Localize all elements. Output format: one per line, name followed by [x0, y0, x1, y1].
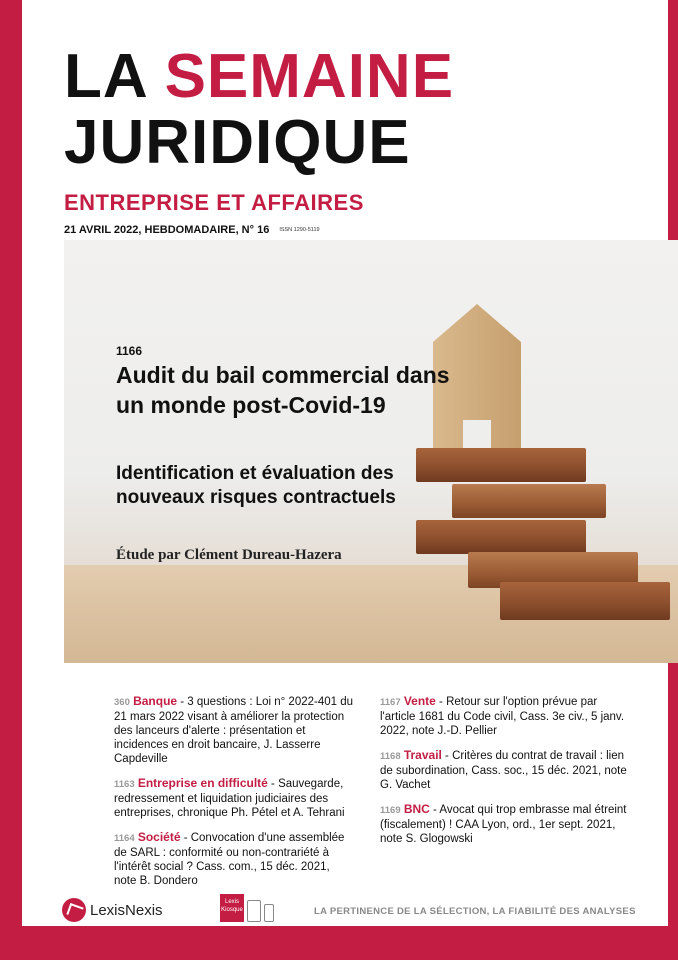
- feature-hero: [64, 240, 678, 663]
- tablet-icon: [247, 900, 261, 922]
- edition-title: ENTREPRISE ET AFFAIRES: [64, 190, 364, 215]
- feature-author: Étude par Clément Dureau-Hazera: [116, 547, 342, 563]
- phone-icon: [264, 904, 274, 922]
- lexisnexis-logo-icon: [62, 898, 86, 922]
- footer: [62, 890, 642, 930]
- wood-block-1: [416, 448, 586, 482]
- wood-block-3: [416, 520, 586, 554]
- summary-column-right: [380, 694, 630, 856]
- summary-entry[interactable]: 1164 Société - Convocation d'une assemblée de SARL : conformité ou non-contrariété à l'intérêt social ? Cass. com., 15 déc. 2021, note B. Dondero: [114, 830, 345, 887]
- lexisnexis-logo[interactable]: [62, 898, 163, 922]
- masthead-title-line1: LA SEMAINE: [64, 42, 455, 111]
- feature-number: 1166: [116, 344, 143, 358]
- wood-block-5: [500, 582, 670, 620]
- dateline: 21 AVRIL 2022, HEBDOMADAIRE, N° 16 ISSN 1290-5119: [64, 224, 320, 236]
- summary-entry[interactable]: 1163 Entreprise en difficulté - Sauvegarde, redressement et liquidation judiciaires des entreprises, chronique Ph. Pétel et A. Tehrani: [114, 776, 345, 819]
- feature-title[interactable]: Audit du bail commercial dans un monde post-Covid-19: [116, 362, 450, 418]
- tagline: LA PERTINENCE DE LA SÉLECTION, LA FIABILITÉ DES ANALYSES: [314, 906, 636, 917]
- kiosque-book-icon: Lexis Kiosque: [220, 894, 244, 922]
- kiosque-logo[interactable]: [220, 894, 274, 922]
- summary-entry[interactable]: 1168 Travail - Critères du contrat de travail : lien de subordination, Cass. soc., 15 déc. 2021, note G. Vachet: [380, 748, 627, 791]
- issn: ISSN 1290-5119: [279, 227, 320, 234]
- summary-entry[interactable]: 1169 BNC - Avocat qui trop embrasse mal étreint (fiscalement) ! CAA Lyon, ord., 1er sept. 2021, note S. Glogowski: [380, 802, 627, 845]
- wood-block-2: [452, 484, 606, 518]
- feature-subtitle: Identification et évaluation des nouveaux risques contractuels: [116, 463, 396, 508]
- left-frame-bar: [0, 0, 22, 960]
- summary-entry[interactable]: 1167 Vente - Retour sur l'option prévue par l'article 1681 du Code civil, Cass. 3e civ., 5 janv. 2022, note J.-D. Pellier: [380, 694, 625, 737]
- summary-column-left: [114, 694, 354, 898]
- bottom-frame-bar: [0, 926, 678, 960]
- masthead-title-line2: JURIDIQUE: [64, 108, 411, 177]
- summary-entry[interactable]: 360 Banque - 3 questions : Loi n° 2022-401 du 21 mars 2022 visant à améliorer la protection des lanceurs d'alerte : présentation et incidences en droit bancaire, J. Lasserre Capdeville: [114, 694, 354, 765]
- publisher-name: LexisNexis: [90, 901, 163, 919]
